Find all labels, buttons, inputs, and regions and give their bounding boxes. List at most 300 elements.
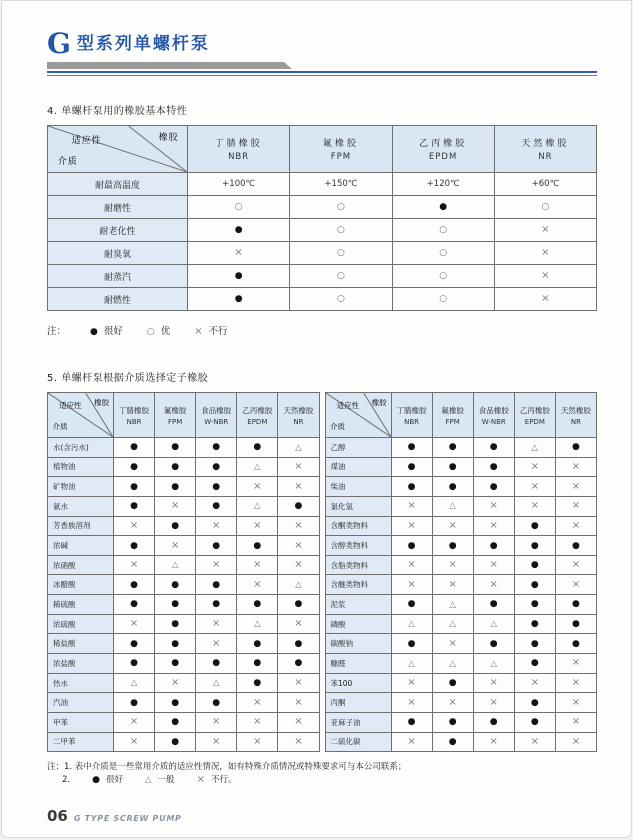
corner-label-rubber: 橡胶 — [371, 397, 387, 407]
compat-symbol: ● — [130, 481, 138, 492]
compat-cell — [290, 242, 392, 265]
compat-cell — [514, 595, 555, 615]
compat-cell — [155, 712, 196, 732]
column-header — [114, 393, 155, 438]
compat-symbol: ○ — [146, 327, 155, 337]
compat-cell — [432, 457, 473, 477]
compat-cell — [555, 536, 596, 556]
compat-cell — [555, 457, 596, 477]
compat-symbol: × — [407, 500, 416, 512]
table-row — [48, 477, 320, 497]
compat-cell — [494, 288, 596, 311]
compat-cell — [494, 242, 596, 265]
compat-cell — [473, 654, 514, 674]
compat-symbol: × — [541, 270, 550, 281]
compat-cell — [555, 693, 596, 713]
compat-cell — [278, 693, 319, 713]
compat-cell — [391, 595, 432, 615]
compat-cell — [237, 654, 278, 674]
compat-symbol: ● — [253, 638, 262, 649]
compat-cell — [114, 654, 155, 674]
compat-symbol: ● — [530, 579, 539, 590]
compat-symbol: ● — [253, 442, 262, 453]
compat-cell — [514, 712, 555, 732]
compat-cell — [392, 196, 494, 219]
compat-symbol: × — [196, 774, 205, 785]
compat-symbol: × — [448, 637, 457, 649]
rubber-code: NR — [538, 152, 553, 162]
compat-symbol: ● — [294, 599, 303, 610]
media-selection-tables — [47, 384, 597, 752]
compat-cell — [555, 654, 596, 674]
row-label: 耐蒸汽 — [48, 265, 188, 288]
compat-cell — [196, 457, 237, 477]
compat-cell — [278, 673, 319, 693]
column-header — [237, 393, 278, 438]
corner-label-medium: 介质 — [57, 156, 78, 167]
compat-symbol: × — [571, 735, 581, 747]
compat-symbol: × — [571, 519, 581, 531]
compat-symbol: △ — [254, 501, 261, 512]
compat-symbol: ● — [530, 717, 539, 728]
compat-symbol: × — [294, 480, 303, 492]
compat-cell — [555, 614, 596, 634]
compat-symbol: △ — [408, 658, 415, 669]
compat-cell — [278, 575, 319, 595]
compat-symbol: × — [253, 480, 262, 492]
compat-symbol: × — [170, 539, 180, 551]
row-label: 二硫化碳 — [325, 732, 391, 752]
rubber-code: NBR — [126, 417, 142, 426]
compat-cell — [392, 265, 494, 288]
compat-symbol: × — [571, 500, 581, 512]
table-row — [325, 575, 597, 595]
compat-cell — [114, 496, 155, 516]
compat-symbol: ○ — [234, 202, 243, 212]
compat-cell — [278, 654, 319, 674]
compat-symbol: × — [294, 618, 303, 630]
rubber-name: 天然橡胶 — [560, 405, 591, 415]
compat-cell — [237, 673, 278, 693]
compat-symbol: ● — [90, 327, 98, 337]
compat-cell — [278, 634, 319, 654]
compat-symbol: × — [541, 224, 550, 235]
compat-symbol: △ — [449, 501, 456, 512]
column-header — [432, 393, 473, 438]
compat-symbol: ● — [489, 481, 498, 492]
compat-cell — [555, 732, 596, 752]
compat-symbol: ● — [448, 678, 457, 688]
compat-cell — [114, 712, 155, 732]
table-row — [48, 575, 320, 595]
compat-cell — [196, 477, 237, 497]
media-selection-table-left — [47, 392, 320, 752]
compat-symbol: ● — [489, 638, 498, 649]
compat-cell — [473, 438, 514, 458]
rubber-name: 天然橡胶 — [283, 405, 314, 415]
compat-cell — [514, 673, 555, 693]
table-head — [325, 393, 597, 438]
legend-item — [147, 326, 170, 337]
compat-symbol: ● — [407, 540, 416, 551]
compat-symbol: × — [253, 716, 262, 728]
compat-symbol: ● — [448, 461, 457, 472]
compat-cell — [114, 693, 155, 713]
row-label: 耐磨性 — [48, 196, 188, 219]
compat-cell — [391, 516, 432, 536]
compat-cell — [514, 575, 555, 595]
compat-cell — [432, 477, 473, 497]
rubber-name: 乙丙橡胶 — [419, 139, 468, 149]
compat-cell — [432, 575, 473, 595]
compat-cell — [432, 673, 473, 693]
compat-cell — [555, 555, 596, 575]
compat-symbol: △ — [490, 658, 497, 669]
column-header — [391, 393, 432, 438]
compat-symbol: × — [212, 559, 221, 571]
compat-cell — [432, 634, 473, 654]
row-label: 糠醛 — [325, 654, 391, 674]
compat-symbol: × — [448, 559, 457, 571]
compat-cell — [237, 575, 278, 595]
row-label: 泥浆 — [325, 595, 391, 615]
corner-label-medium: 介质 — [330, 422, 346, 432]
legend-label: 很好 — [103, 326, 123, 337]
compat-cell — [391, 575, 432, 595]
compat-symbol: ● — [171, 461, 180, 472]
compat-symbol: ● — [530, 599, 539, 610]
compat-cell — [514, 614, 555, 634]
compat-symbol: × — [530, 480, 540, 492]
compat-cell — [155, 654, 196, 674]
compat-cell — [555, 575, 596, 595]
compat-symbol: △ — [295, 580, 302, 591]
compat-symbol: × — [407, 519, 416, 531]
compat-cell — [237, 693, 278, 713]
legend-label: 一般 — [157, 775, 175, 785]
column-header — [473, 393, 514, 438]
compat-cell — [392, 288, 494, 311]
compat-symbol: × — [407, 677, 416, 688]
table-row — [325, 712, 597, 732]
compat-symbol: △ — [449, 619, 456, 630]
compat-symbol: × — [294, 519, 303, 531]
compat-cell — [392, 219, 494, 242]
compat-cell — [155, 614, 196, 634]
legend-item — [145, 775, 175, 785]
compat-cell — [473, 555, 514, 575]
compat-symbol: × — [129, 735, 139, 747]
row-label: 二甲苯 — [48, 732, 114, 752]
table-row — [48, 536, 320, 556]
compat-symbol: ● — [489, 540, 498, 551]
compat-cell — [514, 634, 555, 654]
compat-cell — [114, 438, 155, 458]
rubber-name: 氟橡胶 — [441, 405, 464, 415]
compat-symbol: × — [129, 716, 139, 728]
compat-cell — [432, 693, 473, 713]
compat-symbol: ● — [572, 540, 580, 551]
compat-cell — [114, 457, 155, 477]
column-header — [392, 126, 494, 173]
row-label: 稀盐酸 — [48, 634, 114, 654]
compat-cell — [155, 595, 196, 615]
header-row — [48, 126, 597, 173]
compat-cell — [555, 712, 596, 732]
compat-cell — [432, 438, 473, 458]
column-header — [555, 393, 596, 438]
corner-label-suitability: 适应性 — [336, 401, 360, 411]
compat-cell — [514, 516, 555, 536]
compat-symbol: ○ — [336, 271, 345, 281]
compat-symbol: ● — [407, 461, 416, 472]
compat-cell — [237, 477, 278, 497]
column-header — [188, 126, 290, 173]
compat-symbol: ● — [212, 501, 221, 512]
table-row — [325, 634, 597, 654]
compat-symbol: △ — [490, 619, 497, 630]
rubber-code: EPDM — [247, 417, 268, 426]
row-label: 浓硝酸 — [48, 555, 114, 575]
compat-symbol: × — [489, 500, 498, 512]
compat-symbol: × — [571, 460, 581, 472]
compat-cell — [473, 732, 514, 752]
compat-symbol: ● — [448, 736, 457, 747]
compat-symbol: ● — [530, 697, 539, 708]
compat-symbol: × — [489, 677, 498, 688]
compat-symbol: × — [530, 500, 540, 512]
rubber-name: 氟橡胶 — [322, 139, 359, 149]
legend-item — [197, 775, 237, 785]
table-row — [48, 288, 597, 311]
rubber-code: EPDM — [524, 417, 545, 426]
compat-cell — [514, 438, 555, 458]
table-row — [325, 536, 597, 556]
compat-symbol: △ — [531, 442, 539, 453]
compat-symbol: ● — [489, 599, 498, 610]
compat-symbol: ● — [530, 619, 539, 630]
table-row — [325, 595, 597, 615]
table-head — [48, 126, 597, 173]
table-row — [48, 673, 320, 693]
compat-symbol: × — [294, 460, 303, 472]
compat-symbol: ● — [407, 442, 416, 453]
compat-cell — [278, 555, 319, 575]
compat-symbol: × — [294, 735, 303, 747]
compat-symbol: × — [253, 696, 262, 708]
compat-symbol: ● — [448, 540, 457, 551]
compat-cell — [555, 477, 596, 497]
compat-symbol: ○ — [336, 225, 345, 235]
compat-symbol: × — [129, 618, 139, 630]
rubber-name: 乙丙橡胶 — [519, 405, 550, 415]
compat-symbol: ○ — [439, 225, 448, 235]
row-label: 柴油 — [325, 477, 391, 497]
compat-symbol: × — [170, 500, 180, 512]
rubber-basic-properties-table-mount — [47, 125, 597, 311]
compat-symbol: × — [407, 735, 416, 747]
compat-cell: +150℃ — [290, 173, 392, 196]
compat-cell — [114, 555, 155, 575]
compat-symbol: × — [253, 519, 262, 531]
compat-cell — [237, 457, 278, 477]
compat-symbol: × — [294, 559, 303, 571]
table-row — [48, 693, 320, 713]
table-row — [325, 654, 597, 674]
corner-label-suitability: 适应性 — [59, 401, 82, 411]
compat-cell — [473, 477, 514, 497]
compat-symbol: ● — [253, 678, 262, 688]
table-row — [48, 196, 597, 219]
compat-symbol: × — [253, 578, 262, 590]
compat-symbol: × — [234, 247, 243, 258]
compat-cell — [155, 693, 196, 713]
compat-cell — [391, 732, 432, 752]
row-label: 芳香族溶剂 — [48, 516, 114, 536]
compat-cell — [391, 536, 432, 556]
table-row — [48, 219, 597, 242]
compat-cell — [196, 614, 237, 634]
compat-symbol: ● — [294, 638, 303, 649]
compat-symbol: × — [407, 559, 416, 571]
compat-symbol: ● — [530, 560, 539, 571]
compat-symbol: × — [541, 293, 550, 304]
title-underline-bar — [47, 62, 292, 69]
compat-symbol: ● — [407, 481, 416, 492]
table-body — [48, 173, 597, 311]
compat-cell — [473, 693, 514, 713]
compat-symbol: ● — [234, 271, 243, 281]
compat-cell — [514, 536, 555, 556]
compat-cell — [155, 634, 196, 654]
table-row — [48, 634, 320, 654]
compat-cell — [196, 496, 237, 516]
row-label: 稀硫酸 — [48, 595, 114, 615]
compat-cell — [494, 196, 596, 219]
compat-cell — [514, 732, 555, 752]
compat-cell — [473, 516, 514, 536]
row-label: 热水 — [48, 673, 114, 693]
compat-symbol: ● — [130, 658, 138, 669]
compat-symbol: ● — [407, 638, 416, 649]
compat-symbol: ● — [171, 658, 180, 669]
compat-symbol: ● — [294, 501, 303, 512]
compat-cell — [473, 536, 514, 556]
compat-symbol: ● — [130, 540, 138, 551]
compat-cell — [196, 536, 237, 556]
compat-cell — [473, 595, 514, 615]
row-label: 耐臭氧 — [48, 242, 188, 265]
table-row — [325, 438, 597, 458]
compat-cell — [278, 477, 319, 497]
compat-symbol: ● — [130, 501, 138, 512]
compat-symbol: ● — [171, 442, 180, 453]
compat-cell — [278, 712, 319, 732]
compat-symbol: × — [530, 460, 540, 472]
compat-cell — [278, 457, 319, 477]
compat-cell — [155, 496, 196, 516]
page-title — [47, 29, 597, 58]
compat-cell — [114, 575, 155, 595]
legend-item — [92, 775, 123, 785]
table-head — [48, 393, 320, 438]
compat-symbol: ● — [212, 481, 221, 492]
compat-cell — [391, 654, 432, 674]
compat-symbol: ● — [130, 599, 138, 610]
compat-symbol: × — [541, 247, 550, 258]
header-row — [48, 393, 320, 438]
compat-symbol: ● — [253, 658, 262, 669]
compat-symbol: × — [489, 519, 498, 531]
compat-symbol: × — [170, 677, 180, 688]
table-row — [48, 242, 597, 265]
compat-symbol: ● — [171, 579, 180, 590]
compat-cell — [155, 732, 196, 752]
compat-symbol: ○ — [336, 248, 345, 258]
rubber-name: 丁腈橡胶 — [119, 405, 150, 415]
compat-symbol: × — [212, 716, 221, 728]
compat-cell — [494, 265, 596, 288]
compat-cell — [473, 614, 514, 634]
column-header — [278, 393, 319, 438]
compat-cell — [391, 712, 432, 732]
compat-symbol: ○ — [336, 202, 345, 212]
title-rule-lines — [47, 71, 597, 76]
compat-symbol: ● — [171, 638, 180, 649]
row-label: 浓硫酸 — [48, 614, 114, 634]
compat-symbol: ● — [130, 579, 138, 590]
row-label: 含醚类物料 — [325, 575, 391, 595]
compat-symbol: × — [129, 519, 139, 531]
table-row — [325, 673, 597, 693]
compat-cell — [237, 536, 278, 556]
compat-symbol: ● — [253, 599, 262, 610]
table-row — [325, 496, 597, 516]
compat-symbol: × — [129, 559, 139, 571]
compat-symbol: ● — [212, 579, 221, 590]
compat-cell — [278, 496, 319, 516]
compat-cell — [114, 516, 155, 536]
compat-symbol: × — [253, 735, 262, 747]
compat-cell — [391, 693, 432, 713]
compat-cell — [473, 457, 514, 477]
compat-symbol: ● — [171, 697, 180, 708]
compat-symbol: △ — [212, 678, 220, 689]
compat-cell — [196, 654, 237, 674]
compat-symbol: ○ — [439, 248, 448, 258]
compat-cell — [196, 575, 237, 595]
compat-symbol: ● — [572, 599, 580, 610]
compat-symbol: × — [194, 326, 203, 337]
compat-cell — [555, 496, 596, 516]
compat-symbol: × — [212, 618, 221, 630]
document-page — [1, 0, 632, 838]
row-label: 含酮类物料 — [325, 516, 391, 536]
rubber-code: NBR — [228, 152, 250, 162]
media-selection-table-right — [325, 392, 598, 752]
rubber-code: W-NBR — [204, 417, 229, 426]
compat-symbol: ● — [294, 658, 303, 669]
compat-symbol: × — [571, 677, 581, 688]
media-selection-table-right-mount — [325, 384, 598, 752]
compat-symbol: △ — [145, 775, 152, 785]
legend-item — [194, 326, 227, 337]
compat-symbol: × — [571, 716, 581, 728]
legend-prefix: 注： — [47, 326, 67, 337]
compat-symbol: × — [448, 578, 457, 590]
compat-cell — [432, 654, 473, 674]
rubber-name: 丁腈橡胶 — [214, 139, 263, 149]
